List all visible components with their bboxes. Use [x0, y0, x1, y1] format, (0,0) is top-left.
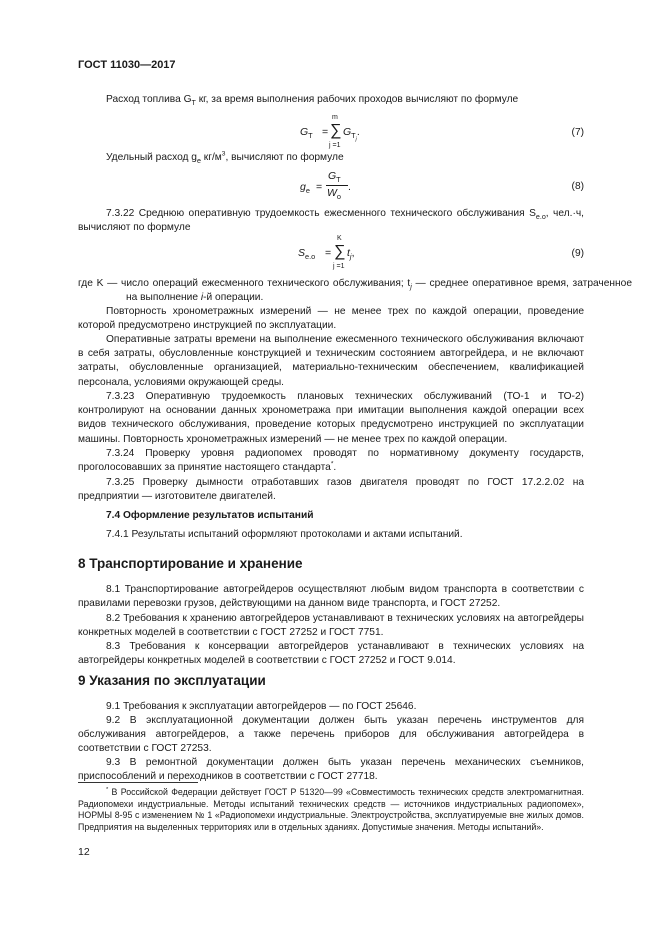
paragraph-operative-costs: Оперативные затраты времени на выполнение ежесменного технического обслуживания включают в себя затраты, обусловленные конструкцией и техническим состоянием автогрейдера, и не включают затраты, обусловленные организацией, материально-техническим обеспечением, квалификацией персонала, условиями окружающей среды. [78, 334, 584, 388]
footnote: * В Российской Федерации действует ГОСТ Р 51320—99 «Совместимость технических средств электромагнитная. Радиопомехи индустриальные. Методы испытаний технических средств — источников индустриальных радиопомех», НОРМЫ 8-95 с изменением № 1 «Радиопомехи индустриальные. Электроустройства, эксплуатируемые вне жилых домов. Предприятия на выделенных территориях или в отдельных зданиях. Допустимые значения. Методы испытаний». [78, 787, 584, 832]
paragraph-7-4-1: 7.4.1 Результаты испытаний оформляют протоколами и актами испытаний. [106, 529, 463, 540]
heading-section-9: 9 Указания по эксплуатации [78, 673, 266, 688]
heading-section-8: 8 Транспортирование и хранение [78, 556, 303, 571]
document-header: ГОСТ 11030—2017 [78, 59, 176, 71]
paragraph-7-3-22: 7.3.22 Среднюю оперативную трудоемкость ежесменного технического обслуживания $S_{е.о}$, чел.·ч, вычисляют по формуле [78, 208, 584, 234]
paragraph-9-1: 9.1 Требования к эксплуатации автогрейдеров — по ГОСТ 25646. [106, 701, 417, 712]
paragraph-7-3-25: 7.3.25 Проверку дымности отработавших газов двигателя проводят по ГОСТ 17.2.2.02 на предприятии — изготовителе двигателей. [78, 477, 584, 503]
paragraph-9-2: 9.2 В эксплуатационной документации должен быть указан перечень инструментов для обслуживания автогрейдеров, а также перечень приборов для обслуживания автогрейдера в соответствии с ГОСТ 27253. [78, 715, 584, 755]
paragraph-7-3-24: 7.3.24 Проверку уровня радиопомех проводят по нормативному документу государств, проголосовавших за принятие настоящего стандарта*. [78, 448, 584, 474]
paragraph-8-1: 8.1 Транспортирование автогрейдеров осуществляют любым видом транспорта в соответствии с правилами перевозки грузов, действующими на данном виде транспорта, и ГОСТ 27252. [78, 584, 584, 610]
fuel-intro: Расход топлива $G_Т$ кг, за время выполнения рабочих проходов вычисляют по формуле [106, 94, 519, 108]
equation-number-8: (8) [571, 181, 584, 192]
paragraph-7-3-23: 7.3.23 Оперативную трудоемкость плановых технических обслуживаний (ТО-1 и ТО-2) контролируют на основании данных хронометража при имитации выполнения каждой операции всех видов технического обслуживания, проведение которых предусмотрено инструкцией по эксплуатации машины. Повторность хронометражных измерений — не менее трех по каждой операции. [78, 391, 584, 445]
formula-9: $S_{e.o}$ = K ∑ j =1 $t_j$, [298, 235, 355, 270]
footnote-separator [78, 782, 198, 783]
equation-number-7: (7) [571, 127, 584, 138]
paragraph-9-3: 9.3 В ремонтной документации должен быть указан перечень механических съемников, приспособлений и переходников в соответствии с ГОСТ 27718. [78, 757, 584, 783]
where-clause: где K — число операций ежесменного технического обслуживания; $t_j$ — среднее оперативное время, затраченное на выполнение i-й операции. [78, 278, 632, 304]
formula-8: $g_e$ = $G_Т$ $W_o$ . [300, 170, 351, 202]
paragraph-repeat-measurements: Повторность хронометражных измерений — не менее трех по каждой операции, проведение которой предусмотрено инструкцией по эксплуатации. [78, 306, 584, 332]
specific-intro: Удельный расход $g_e$ $кг/м^3$, вычисляют по формуле [106, 150, 344, 166]
equation-number-9: (9) [571, 248, 584, 259]
page-number: 12 [78, 846, 90, 858]
heading-7-4: 7.4 Оформление результатов испытаний [106, 510, 314, 521]
paragraph-8-2: 8.2 Требования к хранению автогрейдеров устанавливают в технических условиях на автогрейдеры конкретных моделей в соответствии с ГОСТ 27252 и ГОСТ 7751. [78, 613, 584, 639]
formula-7: $G_Т$ = m ∑ j =1 $G_{Т_j}$. [300, 114, 360, 149]
paragraph-8-3: 8.3 Требования к консервации автогрейдеров устанавливают в технических условиях на автогрейдеры конкретных моделей в соответствии с ГОСТ 27252 и ГОСТ 9.014. [78, 641, 584, 667]
